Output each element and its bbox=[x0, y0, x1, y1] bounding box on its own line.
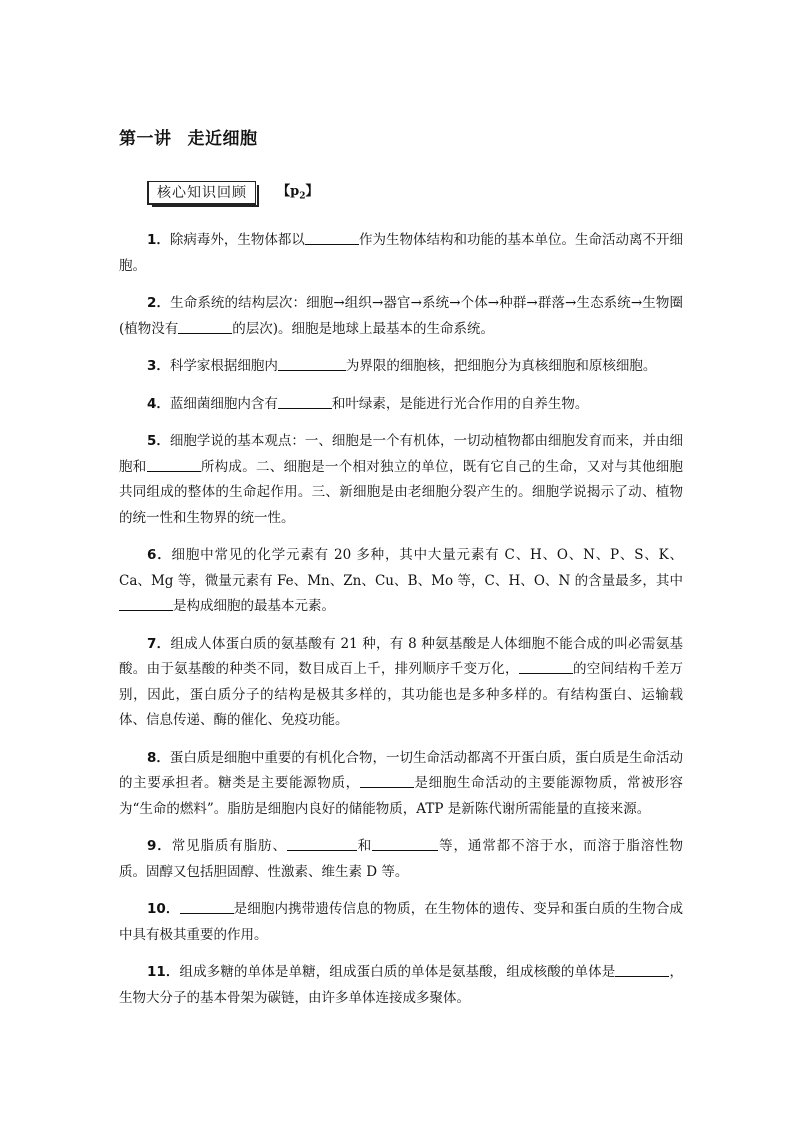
question-text: 蛋白质是细胞中重要的有机化合物，一切生命活动都离不开蛋白质，蛋白质是生命活动的主要承担者。糖类是主要能源物质， bbox=[119, 749, 683, 791]
question-text: 生命系统的结构层次：细胞→组织→器官→系统→个体→种群→群落→生态系统→生物圈(植物没有 bbox=[119, 295, 683, 337]
question-number: 7． bbox=[147, 635, 171, 652]
question-number: 4． bbox=[147, 395, 170, 412]
question-text: 和 bbox=[356, 838, 373, 854]
question-number: 10． bbox=[147, 901, 180, 917]
fill-in-blank[interactable] bbox=[278, 356, 346, 371]
question-item bbox=[119, 897, 683, 948]
question-number: 8． bbox=[147, 749, 170, 766]
knowledge-list bbox=[119, 228, 683, 1023]
question-text: 科学家根据细胞内 bbox=[169, 358, 278, 374]
question-number: 2． bbox=[147, 295, 171, 311]
question-text: ，生物大分子的基本骨架为碳链，由许多单体连接成多聚体。 bbox=[119, 964, 683, 1006]
question-text: 是细胞生命活动的主要能源物质，常被形容为“生命的燃料”。脂肪是细胞内良好的储能物质，ATP 是新陈代谢所需能量的直接来源。 bbox=[119, 775, 684, 817]
page-ref-close: 】 bbox=[305, 184, 319, 199]
question-item bbox=[119, 392, 683, 418]
question-number: 6． bbox=[147, 547, 172, 563]
fill-in-blank[interactable] bbox=[119, 596, 173, 611]
fill-in-blank[interactable] bbox=[372, 836, 438, 851]
page-ref-open: 【p bbox=[277, 184, 300, 199]
lesson-number: 第一讲 bbox=[119, 129, 172, 149]
question-text: 是细胞内携带遗传信息的物质，在生物体的遗传、变异和蛋白质的生物合成中具有极其重要的作用。 bbox=[119, 901, 683, 943]
question-item bbox=[119, 834, 683, 885]
question-text: 常见脂质有脂肪、 bbox=[171, 838, 287, 854]
fill-in-blank[interactable] bbox=[519, 659, 573, 674]
question-text: 组成人体蛋白质的氨基酸有 21 种，有 8 种氨基酸是人体细胞不能合成的叫必需氨基酸。由于氨基酸的种类不同，数目成百上千，排列顺序千变万化， bbox=[119, 635, 683, 677]
question-item bbox=[119, 429, 683, 531]
question-text: 的空间结构千差万别，因此，蛋白质分子的结构是极其多样的，其功能也是多种多样的。有结构蛋白、运输载体、信息传递、酶的催化、免疫功能。 bbox=[119, 661, 684, 728]
fill-in-blank[interactable] bbox=[615, 962, 669, 977]
lesson-name: 走近细胞 bbox=[187, 129, 258, 149]
question-text: 是构成细胞的最基本元素。 bbox=[173, 598, 335, 614]
fill-in-blank[interactable] bbox=[147, 457, 201, 472]
section-header bbox=[147, 180, 318, 204]
question-text: 细胞学说的基本观点：一、细胞是一个有机体，一切动植物都由细胞发育而来，并由细胞和 bbox=[119, 433, 683, 475]
fill-in-blank[interactable] bbox=[178, 319, 232, 334]
fill-in-blank[interactable] bbox=[287, 836, 357, 851]
question-number: 3． bbox=[147, 358, 170, 374]
question-item bbox=[119, 960, 683, 1011]
question-text: 的层次)。细胞是地球上最基本的生命系统。 bbox=[232, 320, 495, 337]
question-text: 所构成。二、细胞是一个相对独立的单位，既有它自己的生命，又对与其他细胞共同组成的整体的生命起作用。三、新细胞是由老细胞分裂产生的。细胞学说揭示了动、植物的统一性和生物界的统一性。 bbox=[119, 458, 684, 526]
page-ref-number: 2 bbox=[299, 191, 306, 202]
section-heading: 核心知识回顾 bbox=[147, 181, 256, 205]
question-text: 作为生物体结构和功能的基本单位。生命活动离不开细胞。 bbox=[119, 232, 683, 274]
page-reference bbox=[277, 180, 318, 202]
question-number: 1． bbox=[147, 232, 170, 248]
question-text: 组成多糖的单体是单糖，组成蛋白质的单体是氨基酸，组成核酸的单体是 bbox=[179, 964, 616, 980]
question-number: 5． bbox=[147, 433, 170, 449]
question-text: 为界限的细胞核，把细胞分为真核细胞和原核细胞。 bbox=[345, 358, 657, 374]
fill-in-blank[interactable] bbox=[305, 230, 359, 245]
question-item bbox=[119, 632, 683, 734]
question-text: 蓝细菌细胞内含有 bbox=[169, 395, 278, 412]
fill-in-blank[interactable] bbox=[278, 394, 332, 409]
question-number: 9． bbox=[147, 838, 172, 854]
question-text: 除病毒外，生物体都以 bbox=[169, 232, 305, 248]
question-number: 11． bbox=[147, 964, 180, 980]
question-item bbox=[119, 354, 683, 380]
fill-in-blank[interactable] bbox=[180, 899, 234, 914]
lesson-title bbox=[119, 124, 258, 149]
question-text: 细胞中常见的化学元素有 20 多种，其中大量元素有 C、H、O、N、P、S、K、Ca、Mg 等，微量元素有 Fe、Mn、Zn、Cu、B、Mo 等，C、H、O、N 的含量最多，其中 bbox=[119, 547, 684, 589]
question-text: 等，通常都不溶于水，而溶于脂溶性物质。固醇又包括胆固醇、性激素、维生素 D 等。 bbox=[119, 838, 684, 880]
question-item bbox=[119, 228, 683, 279]
question-item bbox=[119, 291, 683, 342]
question-item bbox=[119, 543, 683, 620]
fill-in-blank[interactable] bbox=[360, 773, 414, 788]
question-item bbox=[119, 746, 683, 823]
question-text: 和叶绿素，是能进行光合作用的自养生物。 bbox=[331, 395, 589, 412]
